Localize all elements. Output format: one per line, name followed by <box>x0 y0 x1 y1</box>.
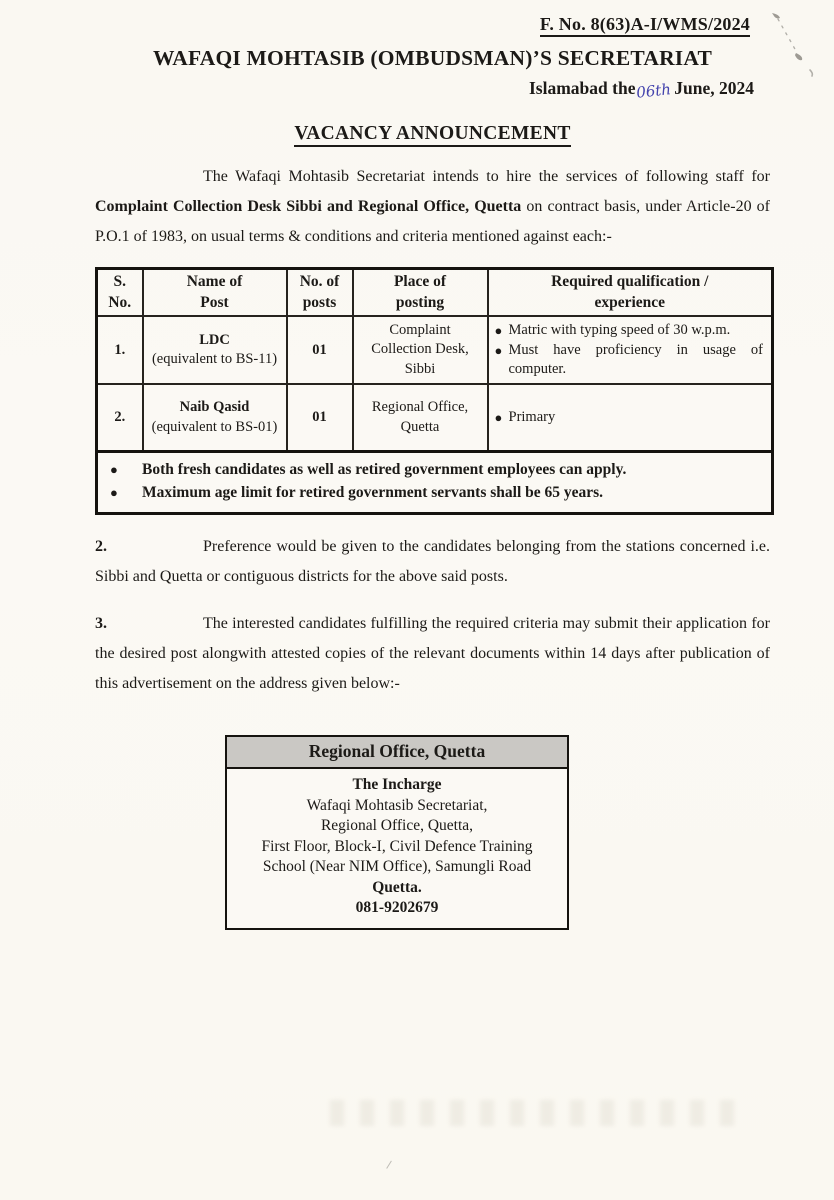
table-notes-cell: ● Both fresh candidates as well as retired government employees can apply. ● Maximum age limit for retired government servants shall be 65 years. <box>97 452 773 514</box>
table-row-naib-qasid <box>97 384 773 452</box>
table-notes-row <box>97 452 773 514</box>
bullet-icon: ● <box>110 462 118 478</box>
cell-qualifications: ● Primary <box>488 384 773 452</box>
col-header-post-name: Name of Post <box>143 269 287 317</box>
address-line-secretariat: Wafaqi Mohtasib Secretariat, <box>306 796 488 814</box>
address-line-street-1: First Floor, Block-I, Civil Defence Training <box>261 837 533 855</box>
intro-text-pre: The Wafaqi Mohtasib Secretariat intends to hire the services of following staff for <box>203 168 770 185</box>
col-header-num-posts: No. of posts <box>287 269 353 317</box>
paragraph-text: The interested candidates fulfilling the required criteria may submit their application for the desired post alongwith attested copies of the relevant documents within 14 days after publication of this advertisement on the address given below:- <box>95 615 770 693</box>
intro-text-post: on contract basis, under Article-20 of P.O.1 of 1983, on usual terms & conditions and criteria mentioned against each:- <box>95 198 770 245</box>
scan-speck <box>386 1161 398 1173</box>
address-line-street-2: School (Near NIM Office), Samungli Road <box>262 858 532 876</box>
address-line-office: Regional Office, Quetta, <box>320 817 474 835</box>
paragraph-text: Preference would be given to the candidates belonging from the stations concerned i.e. Sibbi and Quetta or contiguous districts for the above said posts. <box>95 538 770 586</box>
cell-place: Regional Office, Quetta <box>353 384 488 452</box>
document-heading-text: VACANCY ANNOUNCEMENT <box>294 123 570 147</box>
cell-post-name: LDC (equivalent to BS-11) <box>143 316 287 384</box>
vacancy-table <box>95 267 774 515</box>
cell-place: Complaint Collection Desk, Sibbi <box>353 316 488 384</box>
file-number: F. No. 8(63)A-I/WMS/2024 <box>540 14 750 37</box>
handwritten-date: 06th <box>635 80 673 102</box>
intro-paragraph <box>95 162 770 252</box>
address-box-header: Regional Office, Quetta <box>227 737 567 769</box>
date-suffix: June, 2024 <box>674 78 754 98</box>
paragraph-number: 2. <box>95 538 107 556</box>
cell-num-posts: 01 <box>287 384 353 452</box>
date-prefix: Islamabad the <box>529 78 636 98</box>
address-line-city: Quetta. <box>372 878 422 896</box>
cell-qualifications: ● Matric with typing speed of 30 w.p.m. ● Must have proficiency in usage of computer. <box>488 316 773 384</box>
address-box-body <box>227 769 567 928</box>
paragraph-number: 3. <box>95 615 107 633</box>
col-header-qualification: Required qualification / experience <box>488 269 773 317</box>
bullet-icon: ● <box>494 323 503 338</box>
cell-sno: 2. <box>97 384 143 452</box>
paragraph-2 <box>95 532 770 592</box>
bullet-icon: ● <box>494 409 503 425</box>
intro-text-bold: Complaint Collection Desk Sibbi and Regional Office, Quetta <box>95 198 522 215</box>
address-box <box>225 735 569 930</box>
org-title: WAFAQI MOHTASIB (OMBUDSMAN)’S SECRETARIAT <box>152 46 713 70</box>
document-heading <box>95 123 770 145</box>
cell-sno: 1. <box>97 316 143 384</box>
date-line <box>95 78 770 102</box>
bullet-icon: ● <box>494 342 503 358</box>
file-number-row <box>95 14 770 35</box>
table-row-ldc <box>97 316 773 384</box>
paragraph-3 <box>95 609 770 699</box>
address-phone: 081-9202679 <box>355 899 439 917</box>
bullet-icon: ● <box>110 485 118 501</box>
table-header-row <box>97 269 773 317</box>
address-line-incharge: The Incharge <box>352 776 442 794</box>
cell-num-posts: 01 <box>287 316 353 384</box>
col-header-place: Place of posting <box>353 269 488 317</box>
col-header-sno: S. No. <box>97 269 143 317</box>
cell-post-name: Naib Qasid (equivalent to BS-01) <box>143 384 287 452</box>
scan-bleed-artifact <box>330 1100 750 1126</box>
pen-mark-icon <box>760 6 818 78</box>
